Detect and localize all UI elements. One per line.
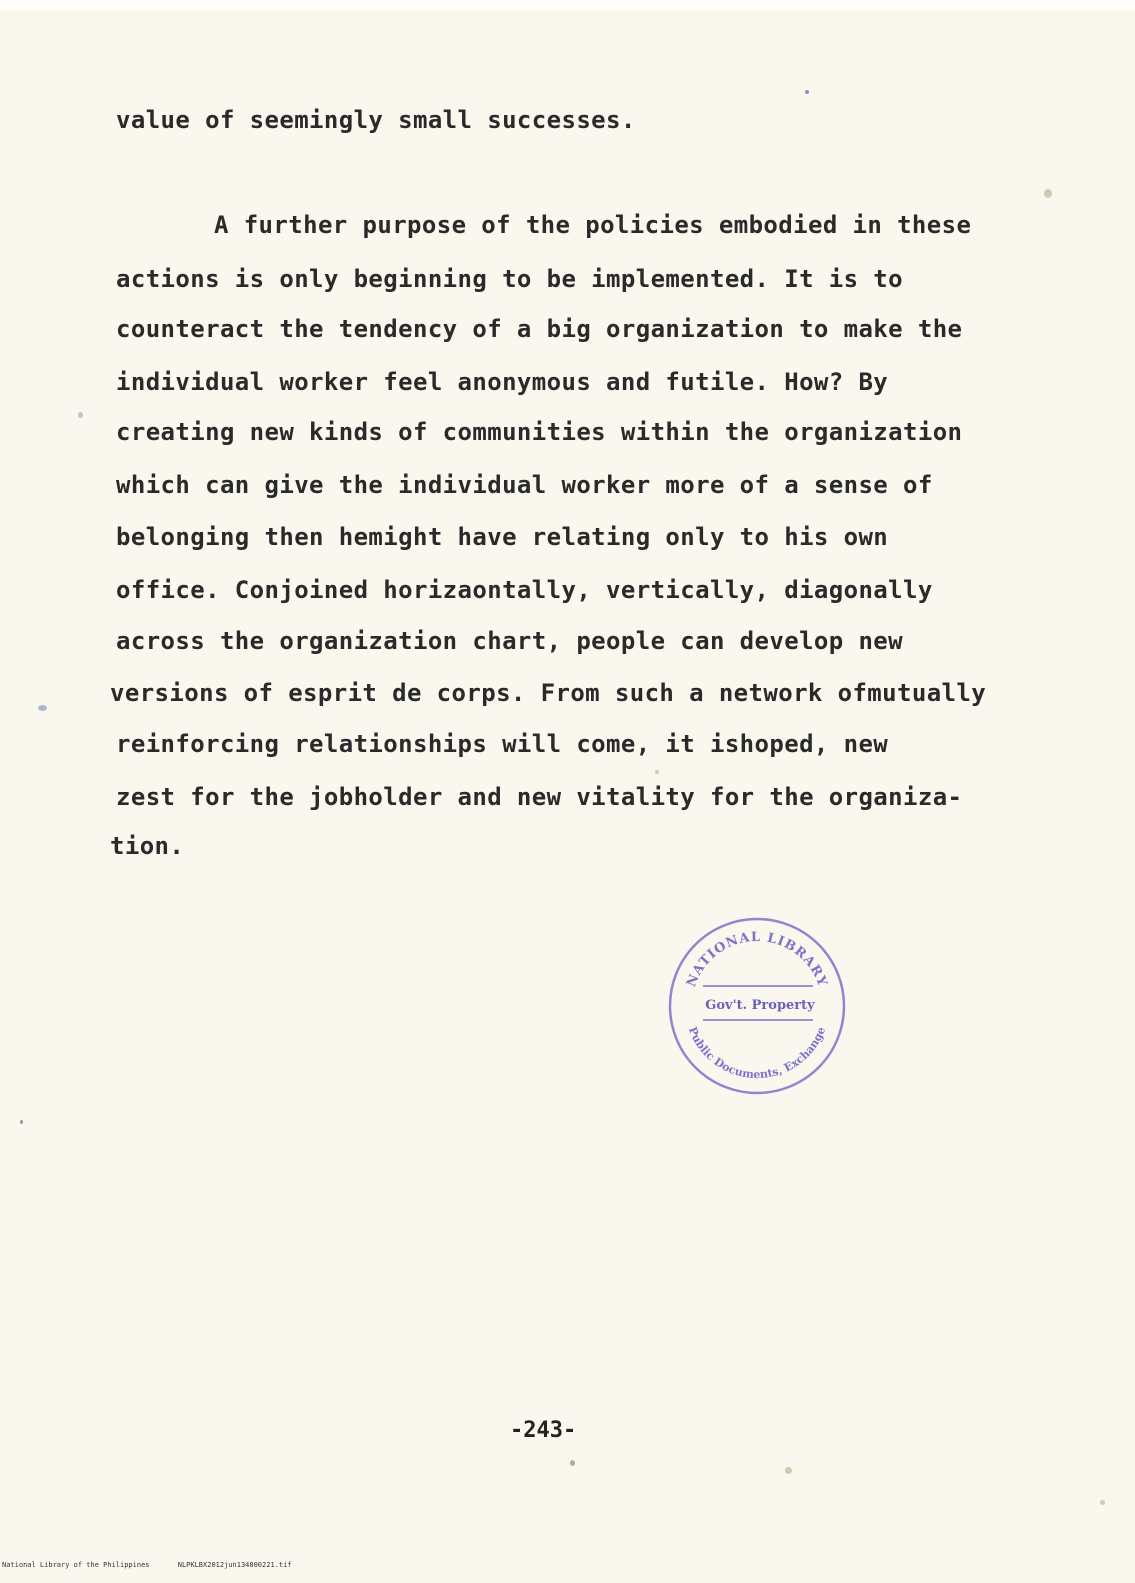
scan-footer	[2, 1561, 316, 1569]
text-line-4: counteract the tendency of a big organization to make the	[116, 315, 963, 343]
paper-speck	[38, 705, 47, 711]
paper-speck	[1044, 189, 1052, 198]
footer-institution: National Library of the Philippines	[2, 1561, 150, 1569]
stamp-center-text: Gov't. Property	[705, 998, 815, 1013]
text-line-6: creating new kinds of communities within the organization	[116, 418, 963, 446]
paper-speck	[1100, 1500, 1105, 1505]
text-line-9: office. Conjoined horizaontally, vertically, diagonally	[116, 576, 933, 604]
paper-speck	[20, 1120, 23, 1124]
text-line-1: value of seemingly small successes.	[116, 106, 636, 134]
text-line-8: belonging then hemight have relating only to his own	[116, 523, 889, 551]
text-line-14: tion.	[110, 832, 185, 860]
page-top-edge	[0, 0, 1135, 10]
stamp-bottom-text: Public Documents, Exchange	[685, 1025, 829, 1082]
text-line-13: zest for the jobholder and new vitality for the organiza-	[116, 783, 963, 811]
paper-speck	[78, 412, 83, 418]
text-line-7: which can give the individual worker more of a sense of	[116, 471, 933, 499]
text-line-2: A further purpose of the policies embodied in these	[214, 211, 972, 239]
page-number: -243-	[510, 1418, 577, 1443]
library-stamp	[665, 914, 850, 1099]
footer-filename: NLPKLBX2012jun134800221.tif	[177, 1561, 292, 1569]
text-line-5: individual worker feel anonymous and futile. How? By	[116, 368, 889, 396]
text-line-11: versions of esprit de corps. From such a network ofmutually	[110, 679, 987, 707]
text-line-3: actions is only beginning to be implemented. It is to	[116, 265, 904, 293]
paper-speck	[785, 1467, 792, 1474]
text-line-12: reinforcing relationships will come, it ishoped, new	[116, 730, 889, 758]
text-line-10: across the organization chart, people can develop new	[116, 627, 904, 655]
paper-speck	[655, 770, 659, 774]
paper-speck	[570, 1460, 575, 1466]
stamp-top-text: NATIONAL LIBRARY	[684, 929, 830, 990]
paper-speck	[805, 90, 809, 94]
